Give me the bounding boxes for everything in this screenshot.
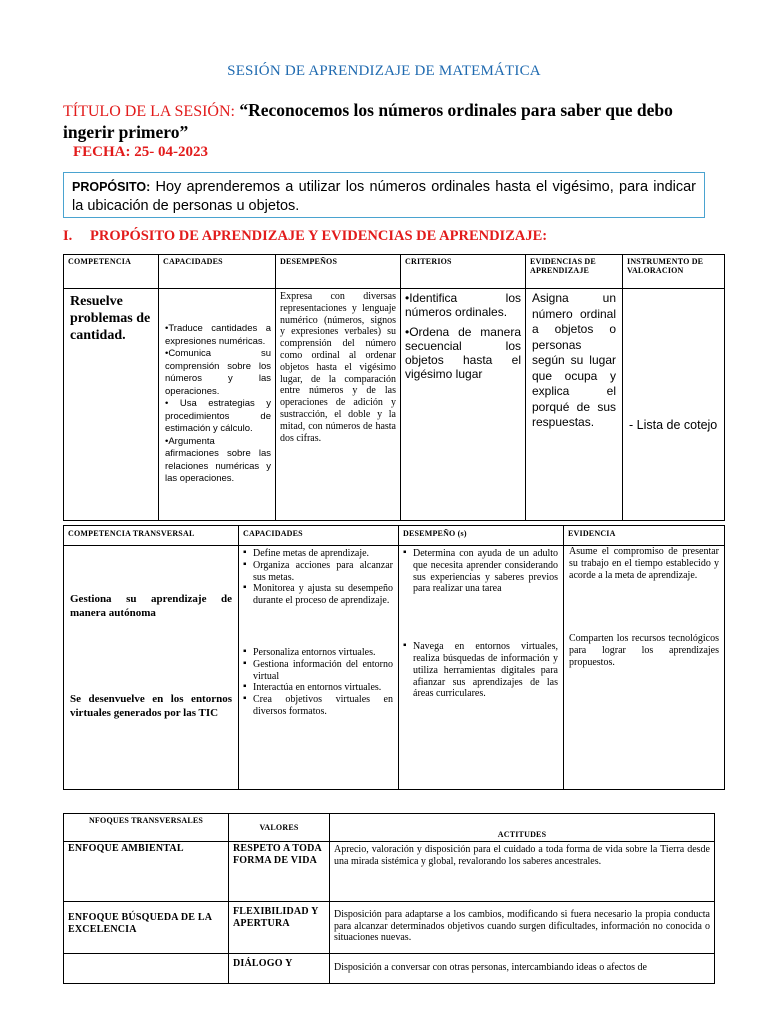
- header-instrumento: INSTRUMENTO DE VALORACION: [623, 255, 725, 289]
- cell-instrumento: - Lista de cotejo: [623, 289, 725, 521]
- capacidad-item: • Usa estrategias y procedimientos de estimación y cálculo.: [165, 398, 271, 434]
- header-evidencias: EVIDENCIAS DE APRENDIZAJE: [526, 255, 623, 289]
- competencia-transversal: Se desenvuelve en los entornos virtuales generados por las TIC: [70, 693, 232, 719]
- header-enfoques: NFOQUES TRANSVERSALES: [64, 814, 229, 842]
- header-capacidades: CAPACIDADES: [159, 255, 276, 289]
- cell-capacidades-transversales: [239, 546, 399, 790]
- section-title: PROPÓSITO DE APRENDIZAJE Y EVIDENCIAS DE APRENDIZAJE:: [90, 228, 548, 244]
- header-actitudes: ACTITUDES: [330, 814, 715, 842]
- header-criterios: CRITERIOS: [401, 255, 526, 289]
- table-row: [64, 954, 715, 984]
- table-row: [64, 842, 715, 902]
- header-valores: VALORES: [229, 814, 330, 842]
- cell-competencia: Resuelve problemas de cantidad.: [64, 289, 159, 521]
- transversal-competencies-table: [63, 525, 725, 790]
- purpose-box: [63, 172, 705, 218]
- document-title: SESIÓN DE APRENDIZAJE DE MATEMÁTICA: [227, 63, 541, 79]
- header-capacidades: CAPACIDADES: [239, 526, 399, 546]
- header-desempeno: DESEMPEÑO (s): [399, 526, 564, 546]
- capacidades-list: [243, 548, 393, 607]
- cell-capacidades: [159, 289, 276, 521]
- criterio-item: •Identifica los números ordinales.: [405, 291, 521, 319]
- cell-enfoque: ENFOQUE AMBIENTAL: [64, 842, 229, 902]
- cell-actitud: Aprecio, valoración y disposición para el cuidado a toda forma de vida sobre la Tierra desde una mirada sistémica y global, revalorando los saberes ancestrales.: [330, 842, 715, 902]
- learning-purpose-table: [63, 254, 725, 521]
- header-desempenos: DESEMPEÑOS: [276, 255, 401, 289]
- session-title-text: “Reconocemos los números ordinales para saber que debo ingerir primero”: [63, 100, 673, 142]
- purpose-label: PROPÓSITO:: [72, 180, 151, 194]
- cell-valor: RESPETO A TODA FORMA DE VIDA: [229, 842, 330, 902]
- table-header-row: [64, 814, 715, 842]
- table-header-row: [64, 255, 725, 289]
- evidencia-item: Asume el compromiso de presentar su trabajo en el tiempo establecido y acorde a la meta de aprendizaje.: [569, 546, 719, 581]
- table-row: [64, 902, 715, 954]
- purpose-text: Hoy aprenderemos a utilizar los números ordinales hasta el vigésimo, para indicar la ubicación de personas u objetos.: [72, 179, 696, 214]
- list-item: ▪ Crea objetivos virtuales en diversos formatos.: [243, 694, 393, 718]
- cell-enfoque: ENFOQUE BÚSQUEDA DE LA EXCELENCIA: [64, 902, 229, 954]
- cell-valor: DIÁLOGO Y: [229, 954, 330, 984]
- list-item: ▪ Gestiona información del entorno virtual: [243, 659, 393, 683]
- header-evidencia: EVIDENCIA: [564, 526, 725, 546]
- competencia-transversal: Gestiona su aprendizaje de manera autónoma: [70, 593, 232, 619]
- cell-desempenos: Expresa con diversas representaciones y lenguaje numérico (números, signos y expresiones verbales) su comprensión del número como ordinal al ordenar objetos hasta el vigésimo lugar, de la comparación entre números y de las operaciones de adición y sustracción, el doble y la mitad, con números de hasta dos cifras.: [276, 289, 401, 521]
- table-row: [64, 546, 725, 790]
- list-item: ▪ Interactúa en entornos virtuales.: [243, 682, 393, 694]
- evidencia-item: Comparten los recursos tecnológicos para lograr los aprendizajes propuestos.: [569, 633, 719, 668]
- cell-evidencias: Asigna un número ordinal a objetos o personas según su lugar que ocupa y explica el porqué de sus respuestas.: [526, 289, 623, 521]
- criterio-item: •Ordena de manera secuencial los objetos hasta el vigésimo lugar: [405, 325, 521, 381]
- cell-actitud: Disposición a conversar con otras personas, intercambiando ideas o afectos de: [330, 954, 715, 984]
- capacidad-item: •Traduce cantidades a expresiones numéricas.: [165, 323, 271, 347]
- capacidad-item: •Comunica su comprensión sobre los números y las operaciones.: [165, 348, 271, 397]
- list-item: ▪ Navega en entornos virtuales, realiza búsquedas de información y utiliza herramientas digitales para afianzar sus aprendizajes de las áreas curriculares.: [403, 641, 558, 700]
- list-item: ▪ Organiza acciones para alcanzar sus metas.: [243, 560, 393, 584]
- list-item: ▪ Monitorea y ajusta su desempeño durante el proceso de aprendizaje.: [243, 583, 393, 607]
- session-date: FECHA: 25- 04-2023: [73, 144, 208, 160]
- cell-valor: FLEXIBILIDAD Y APERTURA: [229, 902, 330, 954]
- desempeno-list: [403, 641, 558, 700]
- header-competencia-transversal: COMPETENCIA TRANSVERSAL: [64, 526, 239, 546]
- cell-evidencias-transversales: [564, 546, 725, 790]
- section-heading: [63, 228, 547, 245]
- cell-competencias-transversales: [64, 546, 239, 790]
- desempeno-list: [403, 548, 558, 595]
- list-item: ▪ Define metas de aprendizaje.: [243, 548, 393, 560]
- table-row: [64, 289, 725, 521]
- section-number: I.: [63, 228, 73, 244]
- session-title: [63, 100, 703, 143]
- capacidad-item: •Argumenta afirmaciones sobre las relaciones numéricas y las operaciones.: [165, 435, 271, 484]
- header-competencia: COMPETENCIA: [64, 255, 159, 289]
- list-item: ▪ Personaliza entornos virtuales.: [243, 647, 393, 659]
- cell-desempenos-transversales: [399, 546, 564, 790]
- cell-enfoque: [64, 954, 229, 984]
- table-header-row: [64, 526, 725, 546]
- capacidades-list: [243, 647, 393, 718]
- cell-actitud: Disposición para adaptarse a los cambios, modificando si fuera necesario la propia conducta para alcanzar determinados objetivos cuando surgen dificultades, información no conocida o situaciones nuevas.: [330, 902, 715, 954]
- session-title-label: TÍTULO DE LA SESIÓN:: [63, 103, 235, 120]
- list-item: ▪ Determina con ayuda de un adulto que necesita aprender considerando sus experiencias y saberes previos para realizar una tarea: [403, 548, 558, 595]
- cell-criterios: [401, 289, 526, 521]
- transversal-approaches-table: [63, 813, 715, 984]
